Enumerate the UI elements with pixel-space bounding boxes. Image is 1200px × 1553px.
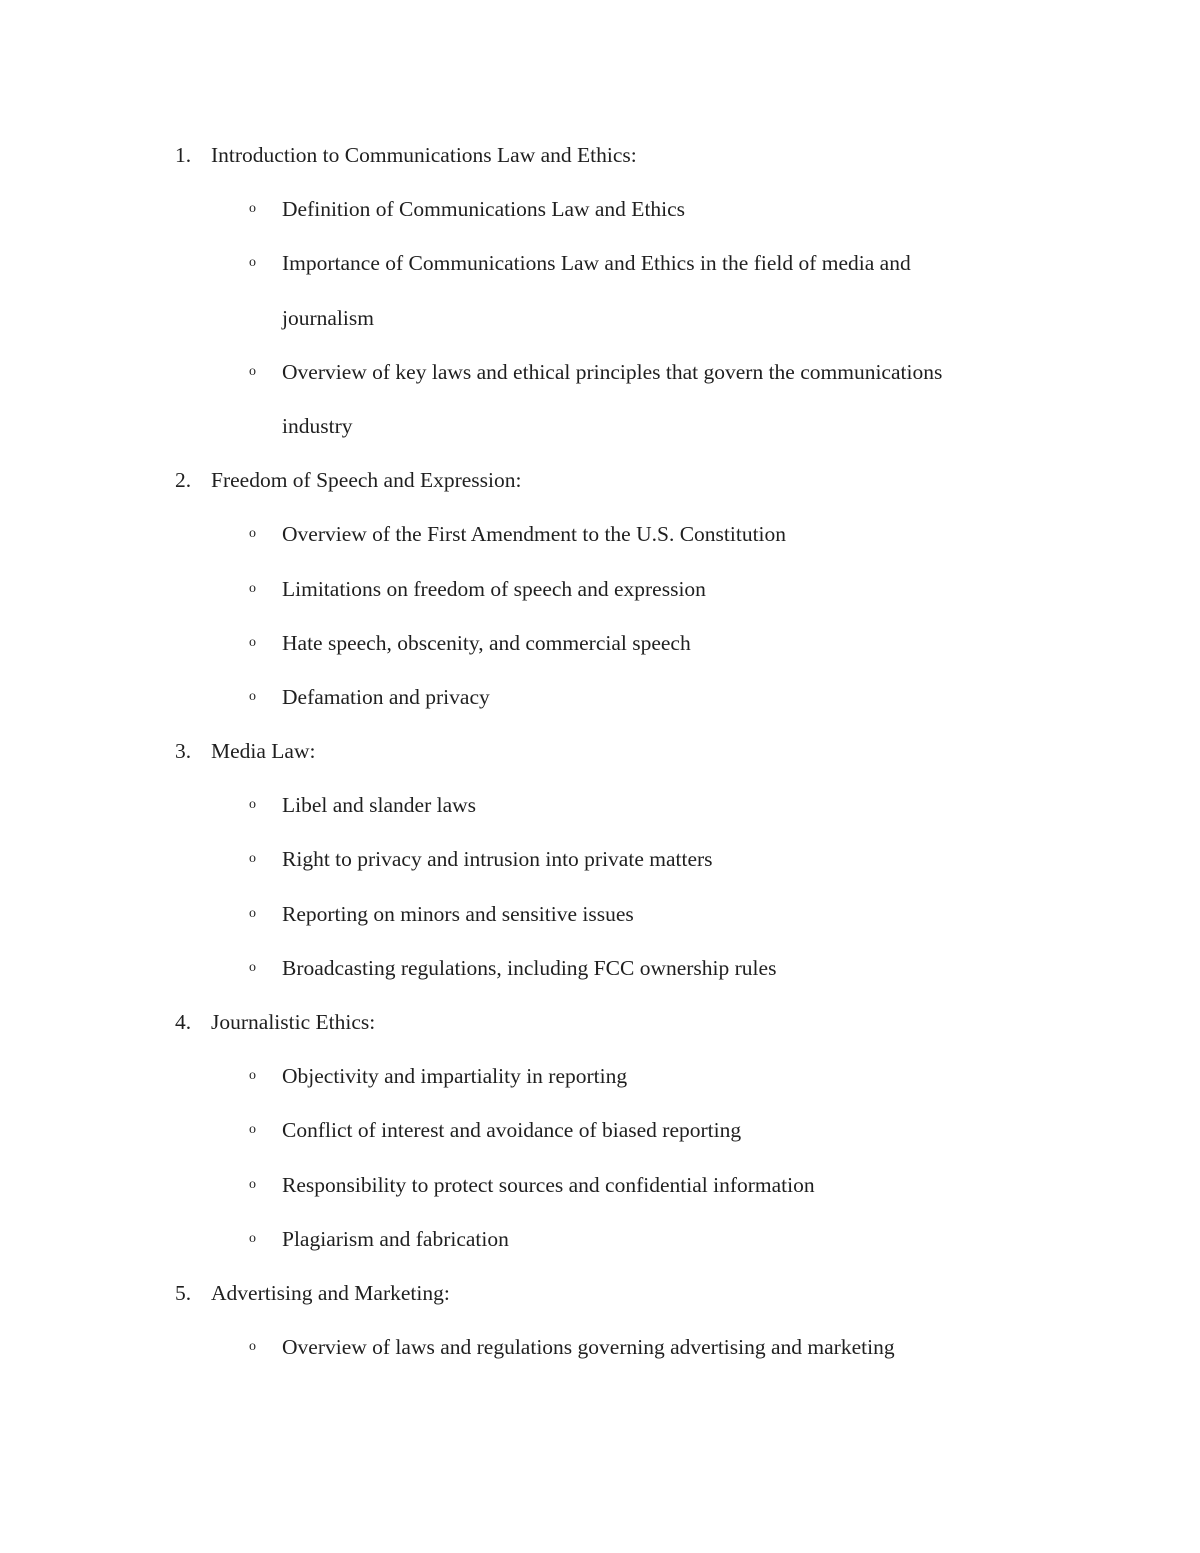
hollow-circle-bullet-icon: o [249,959,256,975]
hollow-circle-bullet-icon: o [249,1176,256,1192]
list-item [0,236,1200,290]
hollow-circle-bullet-icon: o [249,905,256,921]
section-title: Advertising and Marketing: [211,1280,450,1305]
list-item [0,778,1200,832]
list-item [0,1320,1200,1374]
section-number: 1. [175,143,192,167]
list-item [0,670,1200,724]
hollow-circle-bullet-icon: o [249,1068,256,1084]
list-item [0,887,1200,941]
section-title: Journalistic Ethics: [211,1010,376,1034]
list-item-text: Limitations on freedom of speech and expression [282,576,706,601]
list-item-text: Overview of the First Amendment to the U.S. Constitution [282,522,787,547]
hollow-circle-bullet-icon: o [249,1122,256,1138]
list-item-text: Plagiarism and fabrication [282,1226,509,1251]
section-heading [0,453,1200,507]
hollow-circle-bullet-icon: o [249,201,256,217]
list-item-text: Defamation and privacy [282,684,490,709]
list-item [0,507,1200,561]
outline-list [0,128,1200,1374]
section-title: Introduction to Communications Law and Ethics: [211,143,637,167]
section-heading [0,724,1200,778]
hollow-circle-bullet-icon: o [249,851,256,867]
list-item-continuation [0,399,1200,453]
list-item-text: Broadcasting regulations, including FCC ownership rules [282,955,777,980]
list-item-text: Overview of laws and regulations governing advertising and marketing [282,1335,895,1360]
section-title: Media Law: [211,739,316,764]
section-heading [0,128,1200,182]
section-heading [0,1266,1200,1320]
section-number: 3. [175,739,192,764]
list-item [0,562,1200,616]
list-item-text: Reporting on minors and sensitive issues [282,901,634,926]
hollow-circle-bullet-icon: o [249,255,256,271]
list-item [0,616,1200,670]
list-item [0,1212,1200,1266]
hollow-circle-bullet-icon: o [249,363,256,379]
list-item-continuation [0,291,1200,345]
list-item-text: Definition of Communications Law and Ethics [282,197,686,222]
list-item-text: Conflict of interest and avoidance of biased reporting [282,1118,742,1143]
list-item-text: Objectivity and impartiality in reporting [282,1064,628,1089]
list-item-text: Overview of key laws and ethical principles that govern the communications [282,359,943,384]
list-item-text: Right to privacy and intrusion into private matters [282,847,713,872]
list-item-text: Hate speech, obscenity, and commercial speech [282,630,691,655]
list-item [0,182,1200,236]
list-item [0,832,1200,886]
hollow-circle-bullet-icon: o [249,797,256,813]
hollow-circle-bullet-icon: o [249,526,256,542]
list-item-text: Libel and slander laws [282,793,477,818]
list-item [0,1158,1200,1212]
list-item [0,1049,1200,1103]
list-item [0,941,1200,995]
hollow-circle-bullet-icon: o [249,688,256,704]
section-number: 5. [175,1280,192,1305]
list-item [0,345,1200,399]
section-heading [0,995,1200,1049]
list-item-text: journalism [282,305,374,330]
list-item [0,1103,1200,1157]
list-item-text: industry [282,413,353,438]
hollow-circle-bullet-icon: o [249,634,256,650]
section-number: 2. [175,468,192,493]
hollow-circle-bullet-icon: o [249,1230,256,1246]
hollow-circle-bullet-icon: o [249,1339,256,1355]
list-item-text: Importance of Communications Law and Ethics in the field of media and [282,251,911,276]
hollow-circle-bullet-icon: o [249,580,256,596]
section-title: Freedom of Speech and Expression: [211,468,522,493]
list-item-text: Responsibility to protect sources and confidential information [282,1172,815,1197]
section-number: 4. [175,1010,192,1034]
